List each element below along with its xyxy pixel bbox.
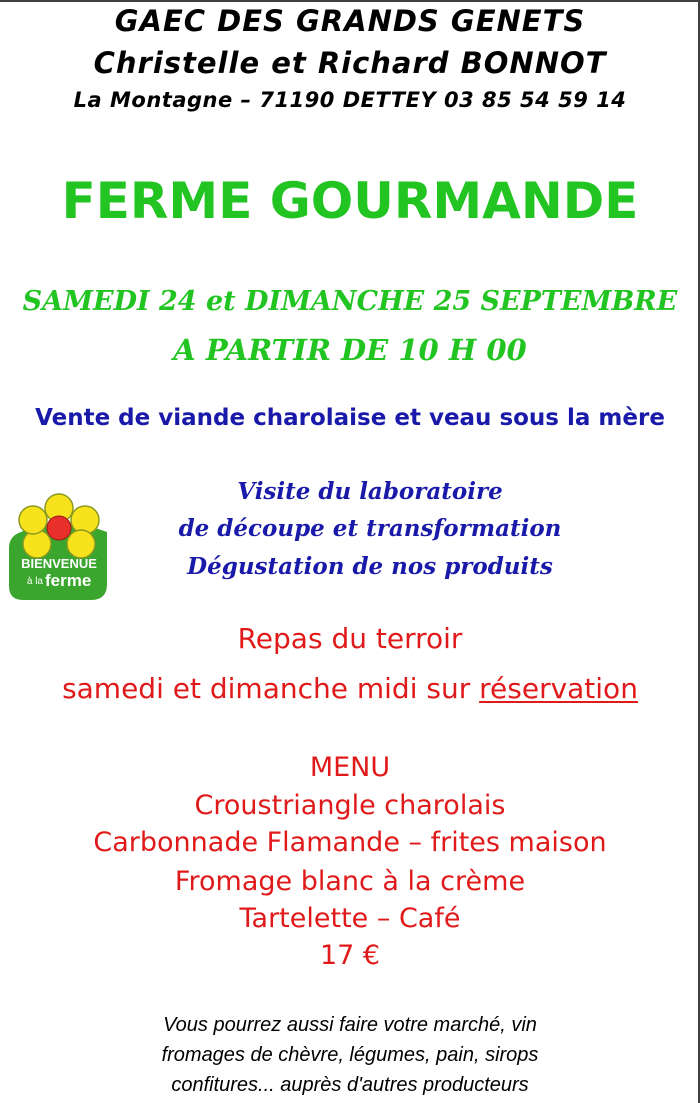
footer-line-2: fromages de chèvre, légumes, pain, sirops bbox=[161, 1044, 539, 1066]
menu-price: 17 € bbox=[319, 940, 381, 971]
menu-item: Croustriangle charolais bbox=[194, 790, 506, 821]
page-border-top bbox=[0, 0, 700, 2]
logo-text-a-la: à la bbox=[26, 576, 43, 587]
menu-item: Fromage blanc à la crème bbox=[174, 866, 526, 897]
meal-title: Repas du terroir bbox=[237, 622, 463, 655]
footer-line-1: Vous pourrez aussi faire votre marché, vin bbox=[163, 1014, 537, 1036]
event-dates: SAMEDI 24 et DIMANCHE 25 SEPTEMBRE bbox=[22, 286, 678, 317]
event-time: A PARTIR DE 10 H 00 bbox=[173, 333, 527, 367]
menu-heading: MENU bbox=[309, 752, 391, 783]
footer-line-3: confitures... auprès d'autres producteurs bbox=[171, 1074, 529, 1096]
logo-text-bienvenue: BIENVENUE bbox=[21, 556, 97, 571]
owners-names: Christelle et Richard BONNOT bbox=[93, 46, 607, 80]
menu-item: Carbonnade Flamande – frites maison bbox=[93, 827, 607, 858]
visit-line-3: Dégustation de nos produits bbox=[187, 553, 553, 580]
farm-name: GAEC DES GRANDS GENETS bbox=[114, 4, 586, 38]
reservation-word: réservation bbox=[479, 672, 638, 705]
meat-sale-text: Vente de viande charolaise et veau sous la mère bbox=[35, 405, 665, 431]
bienvenue-a-la-ferme-logo bbox=[3, 492, 115, 604]
meal-schedule: samedi et dimanche midi sur bbox=[62, 672, 480, 705]
address-phone: La Montagne – 71190 DETTEY 03 85 54 59 14 bbox=[73, 88, 627, 112]
event-title: FERME GOURMANDE bbox=[61, 172, 639, 230]
visit-line-2: de découpe et transformation bbox=[178, 515, 562, 542]
logo-text-ferme: ferme bbox=[45, 571, 92, 590]
visit-line-1: Visite du laboratoire bbox=[237, 478, 503, 505]
meal-reservation-text bbox=[0, 672, 700, 705]
menu-item: Tartelette – Café bbox=[239, 903, 461, 934]
